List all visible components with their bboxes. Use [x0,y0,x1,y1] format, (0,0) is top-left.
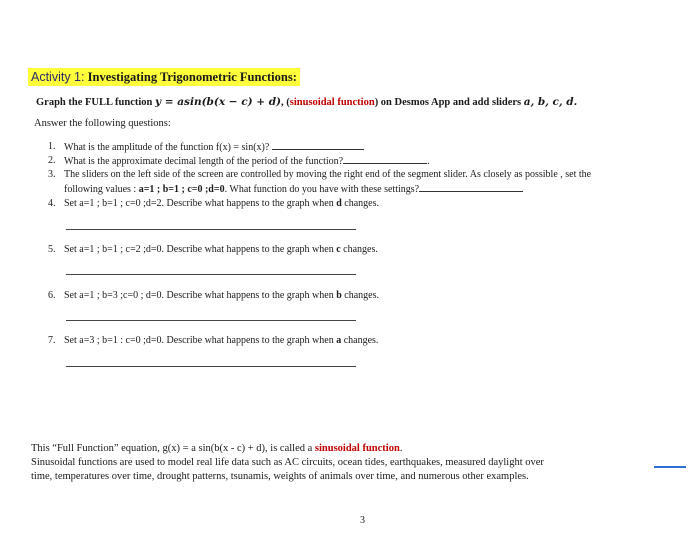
question-number: 7. [48,335,56,346]
answer-line[interactable] [66,366,356,367]
page-number: 3 [360,515,365,526]
question-variable: c [336,244,341,255]
activity-label: Activity 1: [31,70,85,84]
instruction-red-term: sinusoidal function [289,97,375,108]
paragraph-period: . [399,443,403,454]
paragraph-intro: This “Full Function” equation, g(x) = a sin(b(x - c) + d), is called a [31,443,315,454]
question-text: Set a=1 ; b=1 ; c=2 ;d=0. Describe what happens to the graph when [64,244,337,255]
question-number: 2. [48,155,56,166]
instruction-tail: ) on Desmos App and add sliders [374,97,524,108]
answer-label: Answer the following questions: [34,118,171,129]
paragraph-red-term: sinusoidal function [314,443,400,454]
question-text: What is the amplitude of the function f(x) = sin(x)? [64,142,270,153]
instruction-lead: Graph the FULL function [36,97,156,108]
question-text: Set a=1 ; b=3 ;c=0 ; d=0. Describe what happens to the graph when [64,290,337,301]
instruction-formula: y = asin(b(x − c) + d) [155,96,282,108]
answer-line[interactable] [66,320,356,321]
instruction-line [36,96,577,108]
question-text: What is the approximate decimal length of the period of the function? [64,156,344,167]
margin-mark [654,466,686,468]
question-text-tail: changes. [340,244,378,255]
question-text: Set a=1 ; b=1 ; c=0 ;d=2. Describe what happens to the graph when [64,198,337,209]
answer-blank[interactable] [419,182,523,192]
answer-line[interactable] [66,274,356,275]
question-number: 6. [48,290,56,301]
answer-blank[interactable] [343,154,427,164]
slider-values: a=1 ; b=1 ; c=0 ;d=0 [138,184,225,195]
question-number: 5. [48,244,56,255]
question-variable: d [336,198,342,209]
question-variable: b [336,290,342,301]
answer-blank[interactable] [272,140,364,150]
question-text-tail: changes. [341,290,379,301]
question-text-cont: following values : [64,184,139,195]
question-text: The sliders on the left side of the screen are controlled by moving the right end of the segment slider. As closely as possible , set the [64,169,592,180]
sinusoidal-paragraph [31,442,551,484]
paragraph-body: Sinusoidal functions are used to model real life data such as AC circuits, ocean tides, earthquakes, measured daylight over time, temperatures over time, drought patterns, tsunamis, weights of animals over time, and numerous other examples. [31,457,544,482]
question-text-tail: . What function do you have with these settings? [224,184,420,195]
question-text-tail: changes. [341,335,379,346]
activity-heading [28,68,300,86]
answer-line[interactable] [66,229,356,230]
question-text: Set a=3 ; b=1 : c=0 ;d=0. Describe what happens to the graph when [64,335,337,346]
instruction-open: , ( [281,97,290,108]
question-text-tail: changes. [341,198,379,209]
question-number: 3. [48,169,56,180]
activity-topic: Investigating Trigonometric Functions: [87,70,297,84]
instruction-sliders: a, b, c, d. [523,96,578,108]
question-variable: a [336,335,342,346]
question-number: 4. [48,198,56,209]
question-number: 1. [48,141,56,152]
